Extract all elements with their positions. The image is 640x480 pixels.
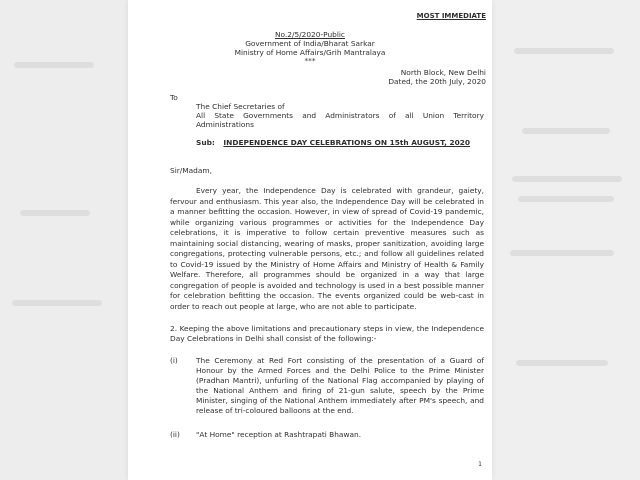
place: North Block, New Delhi [400,68,486,77]
date: Dated, the 20th July, 2020 [388,77,486,87]
ministry-name: Ministry of Home Affairs/Grih Mantralaya [234,48,386,58]
addressee [196,102,484,130]
subject-text: INDEPENDENCE DAY CELEBRATIONS ON 15th AUGUST, 2020 [223,138,471,147]
item-label: (ii) [170,430,180,439]
ghost-line [14,62,94,68]
to-label: To [170,93,178,102]
paragraph-2: 2. Keeping the above limitations and precautionary steps in view, the Independence Day Celebrations in Delhi shall consist of the following:- [170,324,484,343]
subject-label: Sub: [196,138,215,147]
place-date-block [388,68,486,86]
ghost-line [522,128,610,134]
addressee-line-1: The Chief Secretaries of [196,102,285,111]
page-number: 1 [478,461,482,468]
document-page [128,0,492,480]
priority-mark: MOST IMMEDIATE [416,12,486,20]
salutation: Sir/Madam, [170,166,212,175]
letter-header [128,30,492,64]
item-label: (i) [170,356,178,365]
subject-line [196,138,484,147]
ghost-line [510,250,614,256]
ghost-line [518,196,614,202]
file-number: No.2/5/2020-Public [274,30,345,39]
addressee-line-2: All State Governments and Administrators of all Union Territory Administrations [196,111,484,130]
item-text: The Ceremony at Red Fort consisting of the presentation of a Guard of Honour by the Armed Forces and the Delhi Police to the Prime Minister (Pradhan Mantri), unfurling of the National Flag accompanied by playing of the National Anthem and firing of 21-gun salute, speech by the Prime Minister, singing of the National Anthem immediately after PM's speech, and release of tri-coloured balloons at the end. [196,356,484,415]
right-blur-background [492,0,640,480]
ghost-line [12,300,102,306]
ghost-line [516,360,608,366]
ghost-line [514,48,614,54]
ghost-line [512,176,622,182]
ghost-line [20,210,90,216]
item-text: "At Home" reception at Rashtrapati Bhawan. [196,430,362,439]
government-name: Government of India/Bharat Sarkar [245,39,375,49]
paragraph-1: Every year, the Independence Day is celebrated with grandeur, gaiety, fervour and enthusiasm. This year also, the Independence Day will be celebrated in a manner befitting the occasion. However, in view of spread of Covid-19 pandemic, while organizing various programmes or activities for the Independence Day celebrations, it is imperative to follow certain preventive measures such as maintaining social distancing, wearing of masks, proper sanitization, avoiding large congregations, protecting vulnerable persons, etc.; and follow all guidelines related to Covid-19 issued by the Ministry of Home Affairs and Ministry of Health & Family Welfare. Therefore, all programmes should be organized in a way that large congregation of people is avoided and technology is used in a best possible manner for celebration befitting the occasion. The events organized could be web-cast in order to reach out people at large, who are not able to participate. [170,186,484,311]
header-separator: *** [304,55,316,65]
left-blur-background [0,0,128,480]
